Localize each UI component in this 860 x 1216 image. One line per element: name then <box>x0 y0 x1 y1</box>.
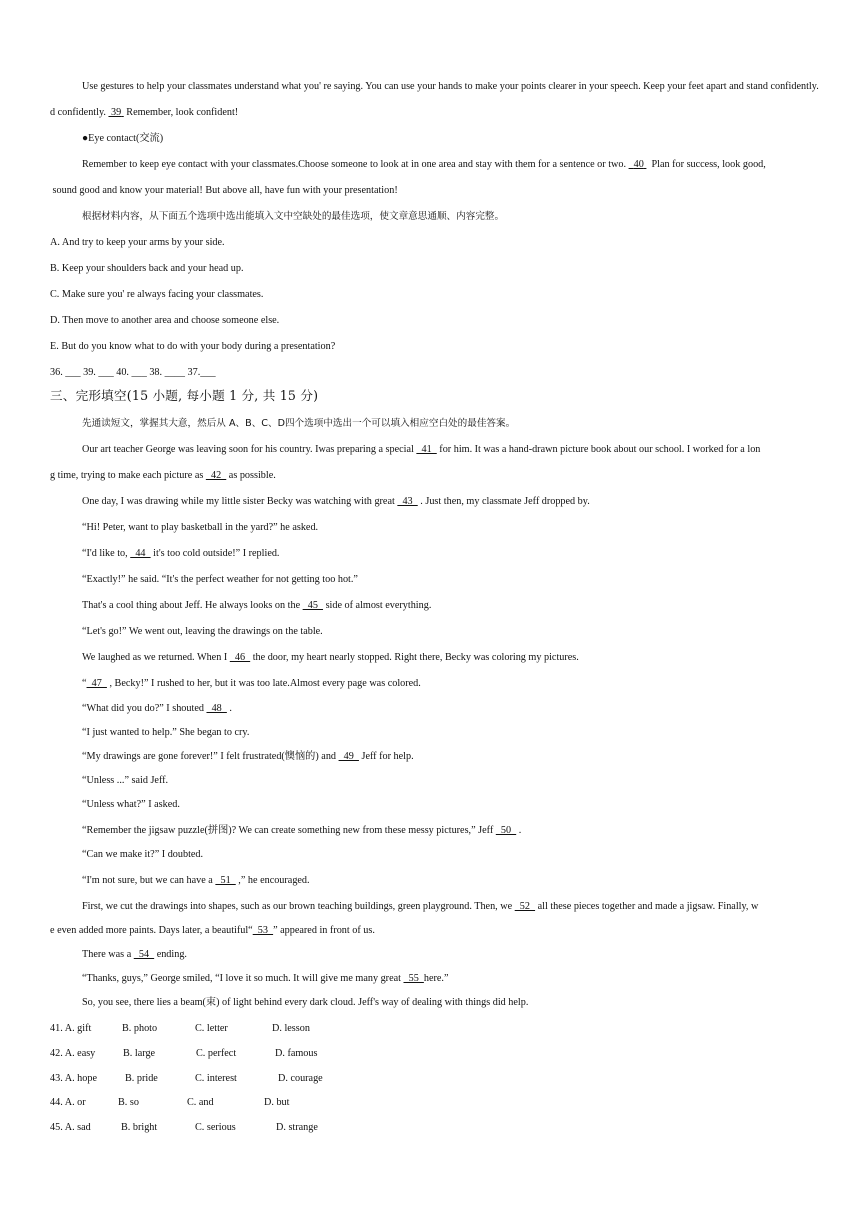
blank-51: 51 <box>215 875 236 886</box>
line-text: That's a cool thing about Jeff. He always looks on the <box>82 600 303 611</box>
line-text: . <box>226 703 232 714</box>
blank-44: 44 <box>130 548 151 559</box>
option-e: E. But do you know what to do with your body during a presentation? <box>50 341 336 352</box>
line-text: So, you see, there lies a beam(束) of light behind every dark cloud. Jeff's way of dealing with things did help. <box>82 997 529 1008</box>
cloze-line <box>82 842 815 868</box>
blank-40: 40 <box>633 159 644 170</box>
paragraph-text: Use gestures to help your classmates understand what you' re saying. You can use your hands to make your points clearer in your speech. Keep your feet apart and stand confidently. <box>82 81 819 92</box>
cloze-line <box>82 696 815 722</box>
cloze-line <box>82 942 815 968</box>
instruction-text: 根据材料内容，从下面五个选项中选出能填入文中空缺处的最佳选项，使文章意思通顺、内容完整。 <box>82 211 505 222</box>
blank-39: 39 <box>111 107 122 118</box>
blank-54: 54 <box>133 949 155 960</box>
line-text: “ <box>82 678 87 689</box>
cloze-line <box>82 792 815 818</box>
paragraph-eye-contact: Remember to keep eye contact with your classmates.Choose someone to look at in one area and stay with them for a sentence or two. 40 Plan for success, look good, <box>82 159 766 170</box>
blank-55: 55 <box>403 973 424 984</box>
paragraph-eye-contact-cont: sound good and know your material! But above all, have fun with your presentation! <box>50 185 398 196</box>
option-choice: B. photo <box>122 1023 158 1034</box>
line-text: ending. <box>154 949 187 960</box>
answer-line: 36. ___ 39. ___ 40. ___ 38. ____ 37.___ <box>50 367 216 378</box>
blank-42: 42 <box>205 470 227 481</box>
cloze-line <box>82 567 815 593</box>
section-title: 三、完形填空(15 小题, 每小题 1 分, 共 15 分) <box>50 388 319 403</box>
cloze-line <box>82 619 815 645</box>
option-choice: D. famous <box>275 1048 318 1059</box>
question-number-option-a: 43. A. hope <box>50 1073 97 1084</box>
subheading-eye-contact: ●Eye contact(交流) <box>82 133 164 144</box>
line-text: “Unless ...” said Jeff. <box>82 775 169 786</box>
line-text: One day, I was drawing while my little sister Becky was watching with great <box>82 496 398 507</box>
cloze-line <box>82 966 815 992</box>
cloze-line <box>82 489 815 515</box>
cloze-line <box>82 541 815 567</box>
option-choice: D. courage <box>278 1073 323 1084</box>
line-text: “Exactly!” he said. “It's the perfect weather for not getting too hot.” <box>82 574 358 585</box>
line-text: side of almost everything. <box>323 600 432 611</box>
cloze-line <box>82 671 815 697</box>
line-text: “Let's go!” We went out, leaving the drawings on the table. <box>82 626 323 637</box>
line-text: “My drawings are gone forever!” I felt frustrated(懊恼的) and <box>82 751 339 762</box>
cloze-line <box>82 990 815 1016</box>
line-text: There was a <box>82 949 134 960</box>
paragraph-gestures <box>82 74 819 100</box>
blank-52: 52 <box>514 901 536 912</box>
line-text: all these pieces together and made a jigsaw. Finally, w <box>535 901 759 912</box>
option-choice: C. serious <box>195 1122 236 1133</box>
line-text: . <box>516 825 522 836</box>
option-c: C. Make sure you' re always facing your classmates. <box>50 289 264 300</box>
cloze-line <box>82 768 815 794</box>
line-text: for him. It was a hand-drawn picture book about our school. I worked for a lon <box>436 444 761 455</box>
blank-48: 48 <box>206 703 227 714</box>
option-a: A. And try to keep your arms by your side. <box>50 237 225 248</box>
line-text: it's too cold outside!” I replied. <box>150 548 280 559</box>
blank-53: 53 <box>252 925 274 936</box>
line-text: “Can we make it?” I doubted. <box>82 849 204 860</box>
line-text: , Becky!” I rushed to her, but it was too late.Almost every page was colored. <box>106 678 421 689</box>
option-choice: D. strange <box>276 1122 318 1133</box>
option-choice: B. so <box>118 1097 139 1108</box>
line-text: “Thanks, guys,” George smiled, “I love it so much. It will give me many great <box>82 973 404 984</box>
line-text: “Unless what?” I asked. <box>82 799 180 810</box>
line-text: First, we cut the drawings into shapes, such as our brown teaching buildings, green playground. Then, we <box>82 901 515 912</box>
cloze-line <box>82 593 815 619</box>
section-instruction: 先通读短文，掌握其大意，然后从 A、B、C、D四个选项中选出一个可以填入相应空白处的最佳答案。 <box>82 418 516 429</box>
question-number-option-a: 45. A. sad <box>50 1122 91 1133</box>
question-number-option-a: 41. A. gift <box>50 1023 92 1034</box>
option-b: B. Keep your shoulders back and your head up. <box>50 263 244 274</box>
line-text: . Just then, my classmate Jeff dropped by. <box>417 496 590 507</box>
option-choice: B. pride <box>125 1073 158 1084</box>
line-text: as possible. <box>226 470 276 481</box>
cloze-line <box>82 868 815 894</box>
cloze-line <box>82 645 815 671</box>
line-text: “Hi! Peter, want to play basketball in the yard?” he asked. <box>82 522 319 533</box>
blank-47: 47 <box>86 678 107 689</box>
option-choice: B. bright <box>121 1122 158 1133</box>
cloze-line <box>82 720 815 746</box>
line-text: ” appeared in front of us. <box>273 925 375 936</box>
line-text: “Remember the jigsaw puzzle(拼图)? We can create something new from these messy pictures,” Jeff <box>82 825 496 836</box>
blank-49: 49 <box>338 751 359 762</box>
option-choice: B. large <box>123 1048 156 1059</box>
cloze-line <box>50 918 815 944</box>
blank-41: 41 <box>416 444 437 455</box>
option-d: D. Then move to another area and choose someone else. <box>50 315 280 326</box>
line-text: the door, my heart nearly stopped. Right there, Becky was coloring my pictures. <box>250 652 579 663</box>
line-text: e even added more paints. Days later, a beautiful“ <box>50 925 253 936</box>
option-choice: C. interest <box>195 1073 237 1084</box>
option-choice: C. perfect <box>196 1048 237 1059</box>
option-choice: C. and <box>187 1097 214 1108</box>
line-text: “I'm not sure, but we can have a <box>82 875 216 886</box>
option-choice: C. letter <box>195 1023 228 1034</box>
line-text: Our art teacher George was leaving soon for his country. Iwas preparing a special <box>82 444 417 455</box>
line-text: We laughed as we returned. When I <box>82 652 230 663</box>
blank-46: 46 <box>229 652 251 663</box>
blank-45: 45 <box>302 600 324 611</box>
cloze-line <box>50 463 815 489</box>
line-text: “What did you do?” I shouted <box>82 703 207 714</box>
cloze-line <box>82 744 815 770</box>
line-text: ,” he encouraged. <box>235 875 310 886</box>
question-number-option-a: 42. A. easy <box>50 1048 96 1059</box>
blank-43: 43 <box>397 496 418 507</box>
paragraph-text: Remember, look confident! <box>126 107 239 118</box>
option-choice: D. but <box>264 1097 290 1108</box>
line-text: “I just wanted to help.” She began to cry. <box>82 727 250 738</box>
question-number-option-a: 44. A. or <box>50 1097 86 1108</box>
cloze-line <box>82 515 815 541</box>
paragraph-text: Remember to keep eye contact with your classmates.Choose someone to look at in one area and stay with them for a sentence or two. <box>82 159 627 170</box>
line-text: here.” <box>423 973 449 984</box>
paragraph-gestures-cont: d confidently. 39 Remember, look confident! <box>50 107 239 118</box>
line-text: Jeff for help. <box>358 751 414 762</box>
cloze-line <box>82 437 815 463</box>
blank-50: 50 <box>495 825 517 836</box>
line-text: “I'd like to, <box>82 548 131 559</box>
line-text: g time, trying to make each picture as <box>50 470 206 481</box>
option-choice: D. lesson <box>272 1023 310 1034</box>
cloze-line <box>82 894 815 920</box>
cloze-line <box>82 818 815 844</box>
